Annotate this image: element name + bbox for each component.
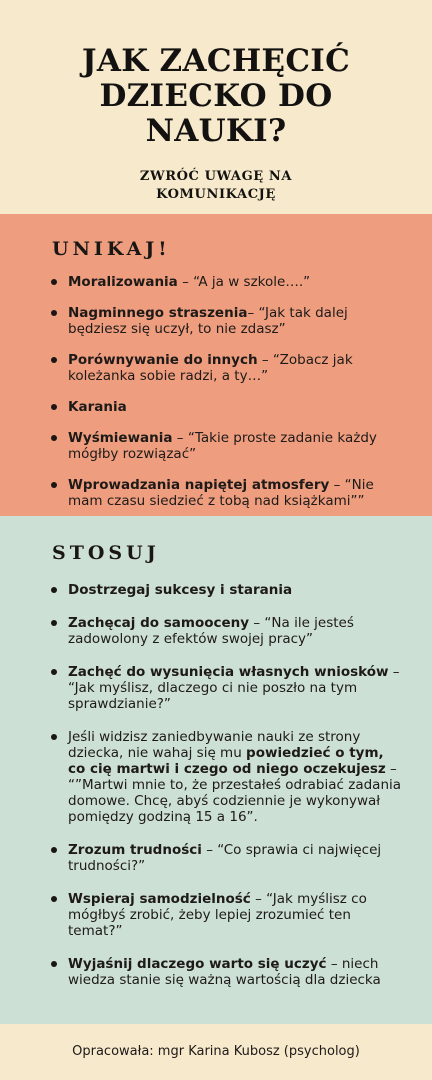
list-item: [46, 956, 402, 988]
item-bold: Karania: [68, 399, 127, 415]
list-item: [46, 615, 402, 647]
item-bold: Nagminnego straszenia: [68, 305, 248, 321]
title-line: JAK ZACHĘCIĆ: [81, 43, 351, 79]
header: [0, 0, 432, 214]
item-text: – “Nie mam czasu siedzieć z tobą nad książkami””: [68, 477, 374, 509]
list-item: [46, 305, 402, 337]
list-item: [46, 274, 402, 290]
list-item: [46, 352, 402, 384]
subtitle-line: KOMUNIKACJĘ: [156, 187, 276, 202]
item-text: – “Jak tak dalej będziesz się uczył, to nie zdasz”: [68, 305, 348, 337]
avoid-heading: UNIKAJ!: [52, 238, 171, 260]
list-item: [46, 891, 402, 939]
item-pre: Jeśli widzisz zaniedbywanie nauki ze strony dziecka, nie wahaj się mu: [68, 729, 361, 761]
list-item: [46, 664, 402, 712]
page-subtitle: [0, 168, 432, 204]
item-bold: Zachęcaj do samooceny: [68, 615, 250, 631]
item-text: – “Zobacz jak koleżanka sobie radzi, a ty…”: [68, 352, 353, 384]
item-bold: Zachęć do wysunięcia własnych wniosków: [68, 664, 389, 680]
subtitle-line: ZWRÓĆ UWAGĘ NA: [139, 169, 293, 184]
page-title: [0, 44, 432, 149]
list-item: [46, 582, 402, 598]
item-text: – “Takie proste zadanie każdy mógłby rozwiązać”: [68, 430, 377, 462]
use-heading: STOSUJ: [52, 542, 160, 564]
list-item: [46, 842, 402, 874]
item-bold: powiedzieć o tym, co cię martwi i czego od niego oczekujesz: [68, 745, 386, 777]
list-item: [46, 729, 402, 825]
use-section: [0, 516, 432, 1024]
use-list: [46, 582, 402, 1005]
author-credit: Opracowała: mgr Karina Kubosz (psycholog): [72, 1044, 360, 1059]
item-text: – niech wiedza stanie się ważną wartością dla dziecka: [68, 956, 381, 988]
item-text: – “Co sprawia ci najwięcej trudności?”: [68, 842, 382, 874]
item-text: – “Jak myślisz co mógłbyś zrobić, żeby lepiej zrozumieć ten temat?”: [68, 891, 367, 939]
title-line: NAUKI?: [145, 113, 287, 149]
item-text: – “A ja w szkole….”: [177, 274, 311, 290]
avoid-list: [46, 274, 402, 524]
list-item: [46, 430, 402, 462]
item-bold: Porównywanie do innych: [68, 352, 258, 368]
item-text: – “Na ile jesteś zadowolony z efektów swojej pracy”: [68, 615, 354, 647]
item-bold: Wyśmiewania: [68, 430, 173, 446]
list-item: [46, 477, 402, 509]
title-line: DZIECKO DO: [99, 78, 333, 114]
footer: [0, 1024, 432, 1080]
list-item: [46, 399, 402, 415]
item-text: – “Jak myślisz, dlaczego ci nie poszło na tym sprawdzianie?”: [68, 664, 400, 712]
item-bold: Wspieraj samodzielność: [68, 891, 251, 907]
item-bold: Moralizowania: [68, 274, 178, 290]
item-text: – “”Martwi mnie to, że przestałeś odrabiać zadania domowe. Chcę, abyś codziennie je wykonywał pomiędzy godziną 15 a 16”.: [68, 761, 402, 825]
item-bold: Dostrzegaj sukcesy i starania: [68, 582, 293, 598]
item-bold: Wprowadzania napiętej atmosfery: [68, 477, 330, 493]
avoid-section: [0, 214, 432, 516]
item-bold: Zrozum trudności: [68, 842, 202, 858]
item-bold: Wyjaśnij dlaczego warto się uczyć: [68, 956, 327, 972]
